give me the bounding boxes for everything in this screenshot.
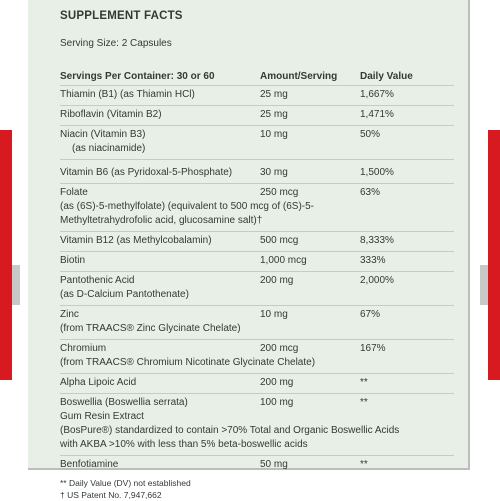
nutrient-name: Alpha Lipoic Acid <box>60 377 137 388</box>
nutrient-name: Biotin <box>60 255 86 266</box>
nutrient-name: Folate <box>60 187 88 198</box>
panel-title: SUPPLEMENT FACTS <box>60 10 183 22</box>
nutrient-amount: 25 mg <box>260 109 288 120</box>
nutrient-amount: 10 mg <box>260 129 288 140</box>
table-header <box>60 71 454 86</box>
nutrient-amount: 200 mg <box>260 275 294 286</box>
nutrient-amount: 250 mcg <box>260 187 299 198</box>
table-row <box>60 272 454 306</box>
nutrient-dv: ** <box>360 397 368 408</box>
nutrient-amount: 500 mcg <box>260 235 299 246</box>
nutrient-amount: 1,000 mcg <box>260 255 307 266</box>
nutrient-source-cont: Methyltetrahydrofolic acid, glucosamine salt)† <box>60 215 263 226</box>
nutrient-source: (from TRAACS® Zinc Glycinate Chelate) <box>60 323 241 334</box>
nutrient-dv: 1,500% <box>360 167 394 178</box>
nutrient-dv: 333% <box>360 255 386 266</box>
nutrient-dv: 167% <box>360 343 386 354</box>
nutrient-source: (as (6S)-5-methylfolate) (equivalent to 500 mcg of (6S)-5- <box>60 201 314 212</box>
nutrient-amount: 200 mcg <box>260 343 299 354</box>
nutrient-source: (as niacinamide) <box>72 143 146 154</box>
table-row <box>60 232 454 252</box>
nutrient-amount: 30 mg <box>260 167 288 178</box>
nutrient-dv: 2,000% <box>360 275 394 286</box>
nutrient-amount: 25 mg <box>260 89 288 100</box>
nutrient-source: (as D-Calcium Pantothenate) <box>60 289 189 300</box>
nutrient-name: Zinc <box>60 309 79 320</box>
nutrient-dv: ** <box>360 459 368 470</box>
table-row <box>60 160 454 184</box>
nutrient-dv: 1,667% <box>360 89 394 100</box>
nutrient-source: (from TRAACS® Chromium Nicotinate Glycinate Chelate) <box>60 357 316 368</box>
nutrient-dv: ** <box>360 377 368 388</box>
nutrient-name: Thiamin (B1) (as Thiamin HCl) <box>60 89 195 100</box>
nutrient-dv: 50% <box>360 129 381 140</box>
nutrient-name: Chromium <box>60 343 107 354</box>
patent-footnote: † US Patent No. 7,947,662 <box>60 490 162 500</box>
serving-size: Serving Size: 2 Capsules <box>60 38 172 49</box>
nutrient-name: Vitamin B12 (as Methylcobalamin) <box>60 235 212 246</box>
nutrient-source-cont: with AKBA >10% with less than 5% beta-boswellic acids <box>60 439 308 450</box>
table-row <box>60 184 454 232</box>
nutrient-amount: 100 mg <box>260 397 294 408</box>
nutrient-dv: 8,333% <box>360 235 394 246</box>
nutrient-name: Pantothenic Acid <box>60 275 135 286</box>
nutrient-amount: 50 mg <box>260 459 288 470</box>
left-red-edge <box>0 130 12 380</box>
left-gray-edge <box>12 265 20 305</box>
nutrient-source: Gum Resin Extract <box>60 411 144 422</box>
nutrient-source-cont: (BosPure®) standardized to contain >70% Total and Organic Boswellic Acids <box>60 425 400 436</box>
table-row <box>60 374 454 394</box>
nutrient-name: Boswellia (Boswellia serrata) <box>60 397 188 408</box>
nutrient-name: Vitamin B6 (as Pyridoxal-5-Phosphate) <box>60 167 233 178</box>
nutrient-amount: 10 mg <box>260 309 288 320</box>
table-row <box>60 306 454 340</box>
nutrient-dv: 1,471% <box>360 109 394 120</box>
nutrient-name: Benfotiamine <box>60 459 119 470</box>
header-daily-value: Daily Value <box>360 71 413 82</box>
nutrient-name: Niacin (Vitamin B3) <box>60 129 146 140</box>
table-row <box>60 86 454 106</box>
nutrient-amount: 200 mg <box>260 377 294 388</box>
table-row <box>60 106 454 126</box>
dv-footnote: ** Daily Value (DV) not established <box>60 478 191 488</box>
right-red-edge <box>488 130 500 380</box>
supplement-facts-panel <box>28 0 470 500</box>
nutrient-dv: 67% <box>360 309 381 320</box>
header-servings: Servings Per Container: 30 or 60 <box>60 71 215 82</box>
table-row <box>60 126 454 160</box>
table-row <box>60 456 454 475</box>
table-row <box>60 394 454 456</box>
nutrient-dv: 63% <box>360 187 381 198</box>
header-amount: Amount/Serving <box>260 71 338 82</box>
nutrient-name: Riboflavin (Vitamin B2) <box>60 109 162 120</box>
table-row <box>60 252 454 272</box>
table-row <box>60 340 454 374</box>
right-gray-edge <box>480 265 488 305</box>
